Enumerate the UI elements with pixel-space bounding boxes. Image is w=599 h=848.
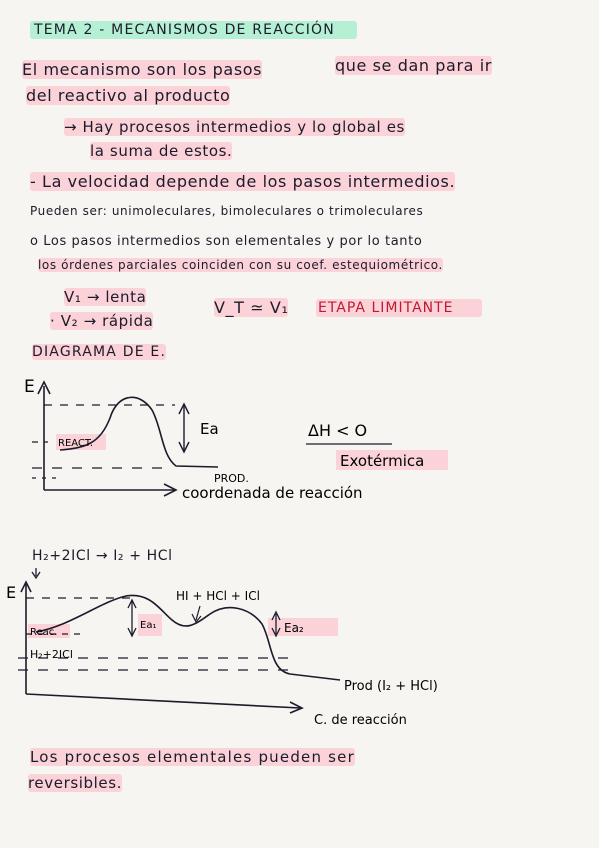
line-molecularity: Pueden ser: unimoleculares, bimoleculares o trimoleculares: [30, 204, 424, 218]
x-axis-2: [26, 694, 300, 708]
reaction-curve: [60, 397, 218, 467]
rate-v2: · V₂ → rápida: [50, 312, 154, 330]
rate-comparison: V_T ≃ V₁: [214, 298, 289, 317]
intermediate-pointer-icon: [192, 606, 201, 622]
down-arrow-icon: [32, 568, 40, 578]
intermediate-label: HI + HCl + ICl: [176, 589, 260, 603]
ea1-label: Ea₁: [140, 620, 157, 631]
x-axis-label: coordenada de reacción: [182, 484, 363, 502]
line-elementary-steps: o Los pasos intermedios son elementales y por lo tanto: [30, 234, 423, 249]
line-partial-orders: los órdenes parciales coinciden con su coef. estequiométrico.: [38, 258, 443, 272]
reaction-equation: H₂+2ICl → I₂ + HCl: [32, 548, 173, 564]
products2-label: Prod (I₂ + HCl): [344, 679, 438, 694]
ea-label: Ea: [200, 420, 219, 438]
axis-e2-label: E: [6, 583, 17, 602]
x-axis2-label: C. de reacción: [314, 713, 407, 728]
page-title: TEMA 2 - MECANISMOS DE REACCIÓN: [30, 22, 357, 38]
line-mechanism-definition-a: El mecanismo son los pasos: [22, 60, 263, 79]
reactants2-formula: H₂+2ICl: [30, 648, 73, 661]
reaction-curve-2: [36, 595, 340, 680]
reactants-label: REACT.: [58, 438, 94, 449]
closing-line-1: Los procesos elementales pueden ser: [30, 748, 355, 766]
axis-e-label: E: [24, 377, 35, 397]
limiting-step: ETAPA LIMITANTE: [316, 300, 482, 316]
enthalpy-label: ΔH < O: [308, 421, 368, 440]
energy-diagram-1: [0, 370, 599, 540]
energy-diagram-2: [0, 562, 599, 732]
ea2-label: Ea₂: [284, 621, 304, 635]
rate-v1: V₁ → lenta: [64, 288, 147, 306]
line-sum-of-steps: la suma de estos.: [90, 142, 233, 160]
line-mechanism-definition-b: que se dan para ir: [335, 56, 492, 75]
line-reactant-to-product: del reactivo al producto: [26, 86, 231, 105]
products-label: PROD.: [214, 472, 249, 485]
reactants2-label: Reac.: [30, 627, 58, 638]
exothermic-label: Exotérmica: [340, 452, 425, 470]
diagram-section-title: DIAGRAMA DE E.: [32, 344, 167, 360]
line-intermediate-processes: → Hay procesos intermedios y lo global es: [64, 118, 405, 136]
line-rate-depends: - La velocidad depende de los pasos intermedios.: [30, 172, 456, 191]
closing-line-2: reversibles.: [28, 774, 123, 792]
